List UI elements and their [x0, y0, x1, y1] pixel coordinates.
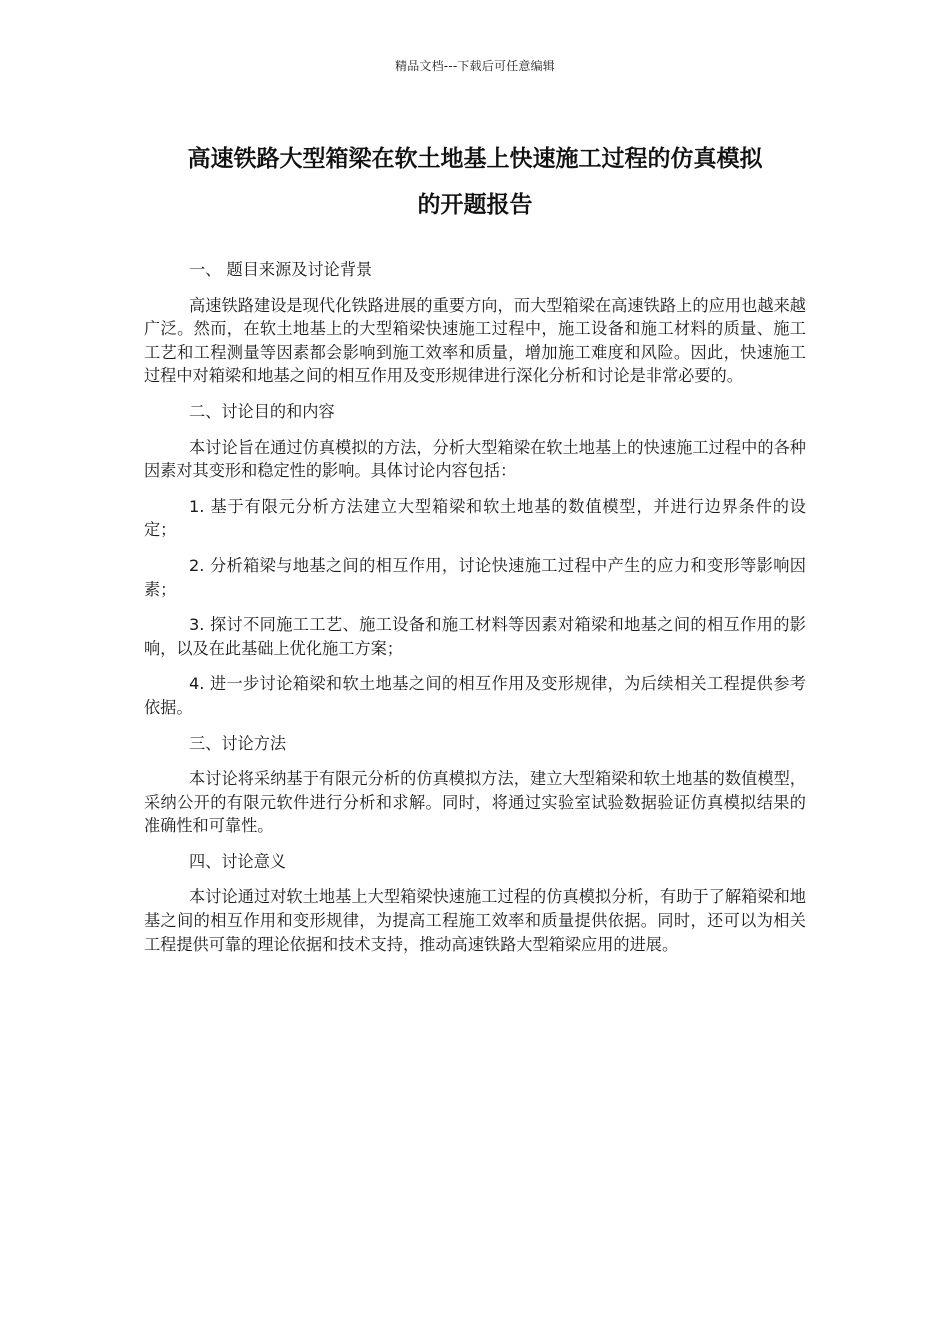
title-line-1: 高速铁路大型箱梁在软土地基上快速施工过程的仿真模拟	[187, 146, 763, 172]
section-2-paragraph: 本讨论旨在通过仿真模拟的方法，分析大型箱梁在软土地基上的快速施工过程中的各种因素对其变形和稳定性的影响。具体讨论内容包括：	[144, 437, 806, 481]
section-2-item-2: 2. 分析箱梁与地基之间的相互作用，讨论快速施工过程中产生的应力和变形等影响因素；	[144, 555, 806, 599]
document-title	[140, 136, 810, 228]
section-1-paragraph: 高速铁路建设是现代化铁路进展的重要方向，而大型箱梁在高速铁路上的应用也越来越广泛。然而，在软土地基上的大型箱梁快速施工过程中，施工设备和施工材料的质量、施工工艺和工程测量等因素都会影响到施工效率和质量，增加施工难度和风险。因此，快速施工过程中对箱梁和地基之间的相互作用及变形规律进行深化分析和讨论是非常必要的。	[144, 295, 806, 386]
section-3-paragraph: 本讨论将采纳基于有限元分析的仿真模拟方法，建立大型箱梁和软土地基的数值模型，采纳公开的有限元软件进行分析和求解。同时，将通过实验室试验数据验证仿真模拟结果的准确性和可靠性。	[144, 769, 806, 836]
section-4-paragraph: 本讨论通过对软土地基上大型箱梁快速施工过程的仿真模拟分析，有助于了解箱梁和地基之间的相互作用和变形规律，为提高工程施工效率和质量提供依据。同时，还可以为相关工程提供可靠的理论依据和技术支持，推动高速铁路大型箱梁应用的进展。	[144, 887, 806, 954]
section-2-item-1: 1. 基于有限元分析方法建立大型箱梁和软土地基的数值模型，并进行边界条件的设定；	[144, 496, 806, 540]
section-1-heading: 一、 题目来源及讨论背景	[189, 260, 373, 279]
section-2-heading: 二、讨论目的和内容	[189, 401, 335, 421]
section-4-heading: 四、讨论意义	[189, 851, 287, 871]
title-line-2: 的开题报告	[417, 192, 533, 218]
header-note: 精品文档---下载后可任意编辑	[395, 59, 555, 73]
section-2-item-4: 4. 进一步讨论箱梁和软土地基之间的相互作用及变形规律，为后续相关工程提供参考依据。	[144, 674, 806, 717]
document-body	[144, 258, 806, 968]
section-3-heading: 三、讨论方法	[189, 733, 287, 753]
section-2-item-3: 3. 探讨不同施工工艺、施工设备和施工材料等因素对箱梁和地基之间的相互作用的影响，以及在此基础上优化施工方案；	[144, 615, 806, 658]
